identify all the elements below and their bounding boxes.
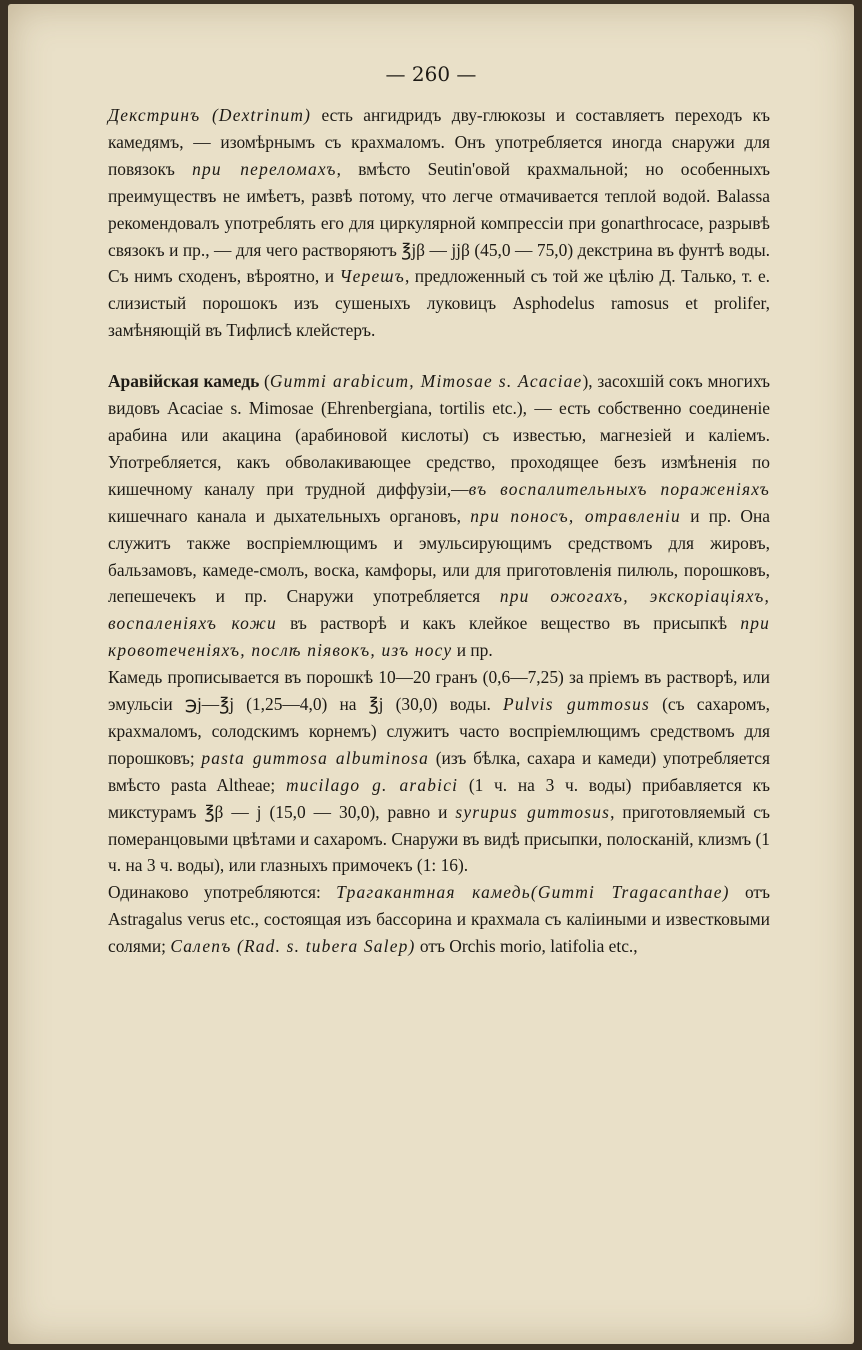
text-run: ), засохшій сокъ многихъ видовъ Acaciae s. Mimosae (Ehrenbergiana, tortilis etc.), — есть собственно соединеніе арабина или акацина (арабиновой кислоты) съ известью, магнезіей и каліемъ. Употребляется, какъ обволакивающее средство, проходящее безъ измѣненія по кишечному каналу при трудной диффузіи,— [108, 371, 771, 499]
text-run: (съ сахаромъ, крахмаломъ, солодскимъ корнемъ) служитъ часто воспріемлющимъ средствомъ для порошковъ; [108, 694, 771, 768]
text-run: (изъ бѣлка, сахара и камеди) употребляется вмѣсто pasta Altheae; [108, 747, 771, 795]
emphasized-text: при поносъ, отравленіи [470, 505, 681, 526]
text-run: Камедь прописывается въ порошкѣ 10—20 гранъ (0,6—7,25) за пріемъ въ растворѣ, или эмульсіи ℈j—℥j (1,25—4,0) на ℥j (30,0) воды. [108, 667, 770, 715]
emphasized-text: pasta gummosa albuminosa [201, 747, 430, 768]
emphasized-text: въ воспалительныхъ пораженіяхъ [468, 478, 770, 499]
text-run: отъ Orchis morio, latifolia etc., [415, 936, 638, 957]
emphasized-text: при переломахъ [192, 158, 337, 179]
emphasized-text: syrupus gummosus [455, 801, 611, 822]
emphasized-text: mucilago g. arabici [285, 774, 459, 795]
bold-heading-text: Аравійская камедь [108, 371, 260, 392]
emphasized-text: при кровотеченіяхъ, послѣ піявокъ, изъ носу [108, 613, 770, 661]
body-text [108, 102, 770, 960]
text-run: Одинаково употребляются: [108, 882, 337, 903]
paragraph [108, 368, 770, 664]
text-run: , приготовляемый съ померанцовыми цвѣтами и сахаромъ. Снаружи въ видѣ присыпки, полосканій, клизмъ (1 ч. на 3 ч. воды), или глазныхъ примочекъ (1: 16). [108, 801, 771, 876]
text-run: кишечнаго канала и дыхательныхъ органовъ, [108, 505, 471, 526]
paragraph [108, 879, 770, 960]
text-run: , вмѣсто Seutin'овой крахмальной; но особенныхъ преимуществъ не имѣетъ, развѣ потому, что легче отмачивается теплой водой. Balassa рекомендовалъ употреблять его для циркулярной компрессіи при gonarthrocace, разрывѣ связокъ и пр., — для чего растворяютъ ℥jβ — jjβ (45,0 — 75,0) декстрина въ фунтѣ воды. Съ нимъ сходенъ, вѣроятно, и [108, 158, 770, 287]
emphasized-text: Gummi arabicum, Mimosae s. Acaciae [269, 371, 583, 392]
emphasized-text: Салепъ (Rad. s. tubera Salep) [170, 936, 416, 957]
text-run: ( [259, 371, 270, 392]
text-run: и пр. Она служитъ также воспріемлющимъ и эмульсирующимъ средствомъ для жировъ, бальзамовъ, камеде-смолъ, воска, камфоры, или для приготовленія пилюль, порошковъ, лепешечекъ и пр. Снаружи употребляется [108, 505, 770, 607]
text-run: и пр. [452, 640, 493, 661]
emphasized-text: Трагакантная камедь(Gummi Tragacanthae) [336, 882, 730, 903]
paragraph [108, 102, 770, 344]
text-run: , предложенный съ той же цѣлію Д. Талько, т. е. слизистый порошокъ изъ сушеныхъ луковицъ Asphodelus ramosus et prolifer, замѣняющій въ Тифлисѣ клейстеръ. [108, 266, 771, 341]
emphasized-text: Декстринъ (Dextrinum) [108, 105, 312, 125]
book-page [8, 4, 854, 1344]
emphasized-text: при ожогахъ, экскоріаціяхъ, воспаленіяхъ кожи [108, 586, 770, 634]
text-run: есть ангидридъ дву-глюкозы и составляетъ переходъ къ камедямъ, — изомѣрнымъ съ крахмаломъ. Онъ употребляется иногда снаружи для повязокъ [108, 105, 770, 179]
page-number: — 260 — [385, 62, 477, 86]
text-run: (1 ч. на 3 ч. воды) прибавляется къ микстурамъ ℥β — j (15,0 — 30,0), равно и [108, 774, 771, 822]
paragraph [108, 664, 770, 879]
emphasized-text: Pulvis gummosus [503, 694, 651, 715]
emphasized-text: Черешъ [339, 266, 405, 287]
text-run: въ растворѣ и какъ клейкое вещество въ присыпкѣ [276, 613, 741, 634]
text-run: отъ Astragalus verus etc., состоящая изъ бассорина и крахмала съ каліиными и известковыми солями; [108, 882, 770, 957]
